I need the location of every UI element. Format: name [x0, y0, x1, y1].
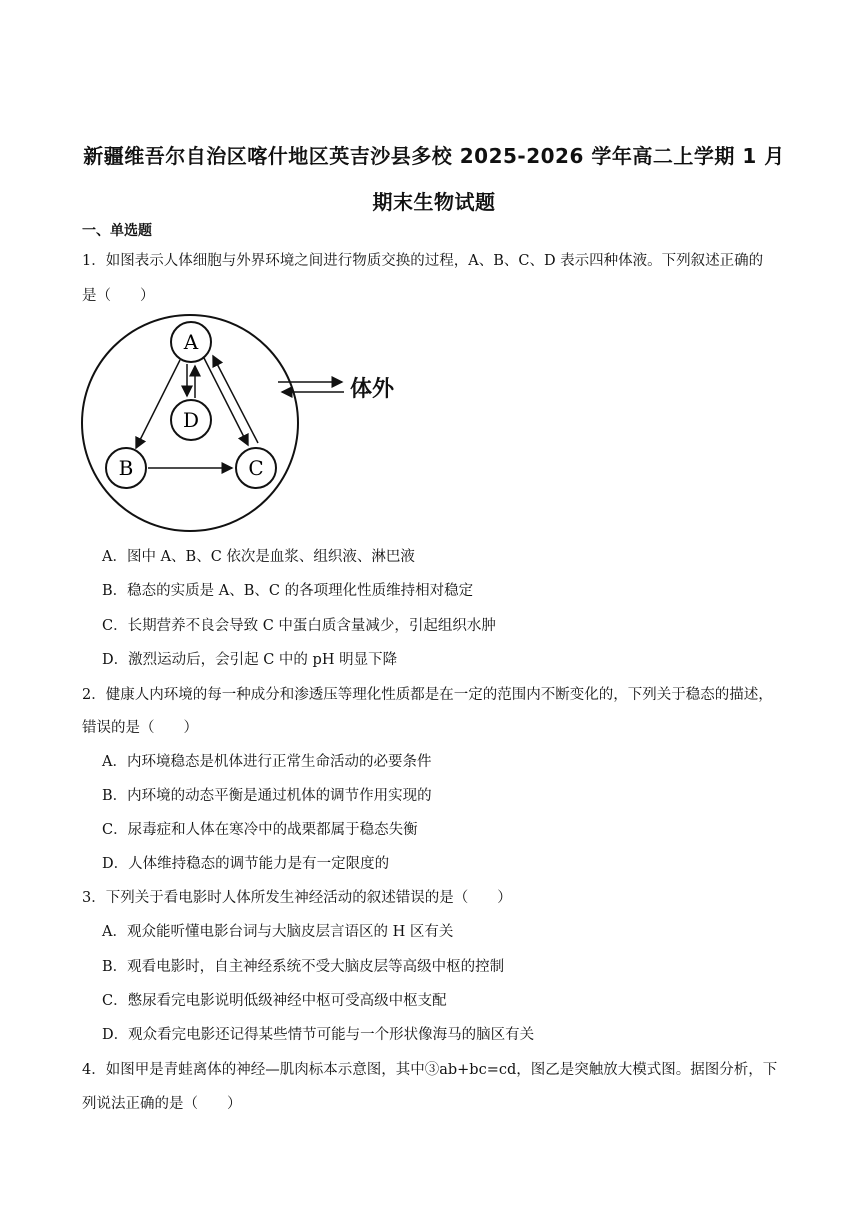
- question-3-option-a: A．观众能听懂电影台词与大脑皮层言语区的 H 区有关: [102, 924, 454, 940]
- question-4-stem-line-1: 4．如图甲是青蛙离体的神经—肌肉标本示意图，其中③ab+bc=cd，图乙是突触放大模式图。据图分析，下: [82, 1062, 778, 1078]
- question-2-option-b: B．内环境的动态平衡是通过机体的调节作用实现的: [102, 788, 432, 804]
- outside-label: 体外: [350, 377, 395, 402]
- question-3-option-d: D．观众看完电影还记得某些情节可能与一个形状像海马的脑区有关: [102, 1027, 535, 1043]
- node-a-label: A: [183, 330, 199, 354]
- question-1-option-c: C．长期营养不良会导致 C 中蛋白质含量减少，引起组织水肿: [102, 618, 496, 634]
- question-2-option-a: A．内环境稳态是机体进行正常生命活动的必要条件: [102, 754, 432, 770]
- question-2-option-c: C．尿毒症和人体在寒冷中的战栗都属于稳态失衡: [102, 822, 418, 838]
- question-1-option-a: A．图中 A、B、C 依次是血浆、组织液、淋巴液: [102, 549, 415, 565]
- question-1-stem-line-2: 是（ ）: [82, 288, 155, 304]
- arrow-c-to-a: [213, 356, 258, 443]
- question-3-option-c: C．憋尿看完电影说明低级神经中枢可受高级中枢支配: [102, 993, 447, 1009]
- node-c-label: C: [248, 456, 264, 480]
- question-2-option-d: D．人体维持稳态的调节能力是有一定限度的: [102, 856, 390, 872]
- question-3-option-b: B．观看电影时，自主神经系统不受大脑皮层等高级中枢的控制: [102, 959, 505, 975]
- question-1-option-b: B．稳态的实质是 A、B、C 的各项理化性质维持相对稳定: [102, 583, 474, 599]
- section-heading: 一、单选题: [82, 223, 152, 239]
- node-d-label: D: [182, 408, 200, 432]
- question-2-stem-line-2: 错误的是（ ）: [82, 720, 198, 736]
- page-title-line-2: 期末生物试题: [372, 190, 496, 214]
- question-4-stem-line-2: 列说法正确的是（ ）: [82, 1096, 242, 1112]
- body-fluid-diagram: [80, 312, 420, 534]
- question-1-stem-line-1: 1．如图表示人体细胞与外界环境之间进行物质交换的过程，A、B、C、D 表示四种体液。下列叙述正确的: [82, 253, 764, 269]
- arrow-a-to-c: [204, 358, 248, 445]
- question-2-stem-line-1: 2．健康人内环境的每一种成分和渗透压等理化性质都是在一定的范围内不断变化的，下列关于稳态的描述，: [82, 687, 773, 703]
- question-1-option-d: D．激烈运动后，会引起 C 中的 pH 明显下降: [102, 652, 398, 668]
- node-b-label: B: [118, 456, 134, 480]
- question-3-stem: 3．下列关于看电影时人体所发生神经活动的叙述错误的是（ ）: [82, 890, 512, 906]
- arrow-a-to-b: [136, 360, 180, 448]
- page-title-line-1: 新疆维吾尔自治区喀什地区英吉沙县多校 2025-2026 学年高二上学期 1 月: [83, 144, 785, 168]
